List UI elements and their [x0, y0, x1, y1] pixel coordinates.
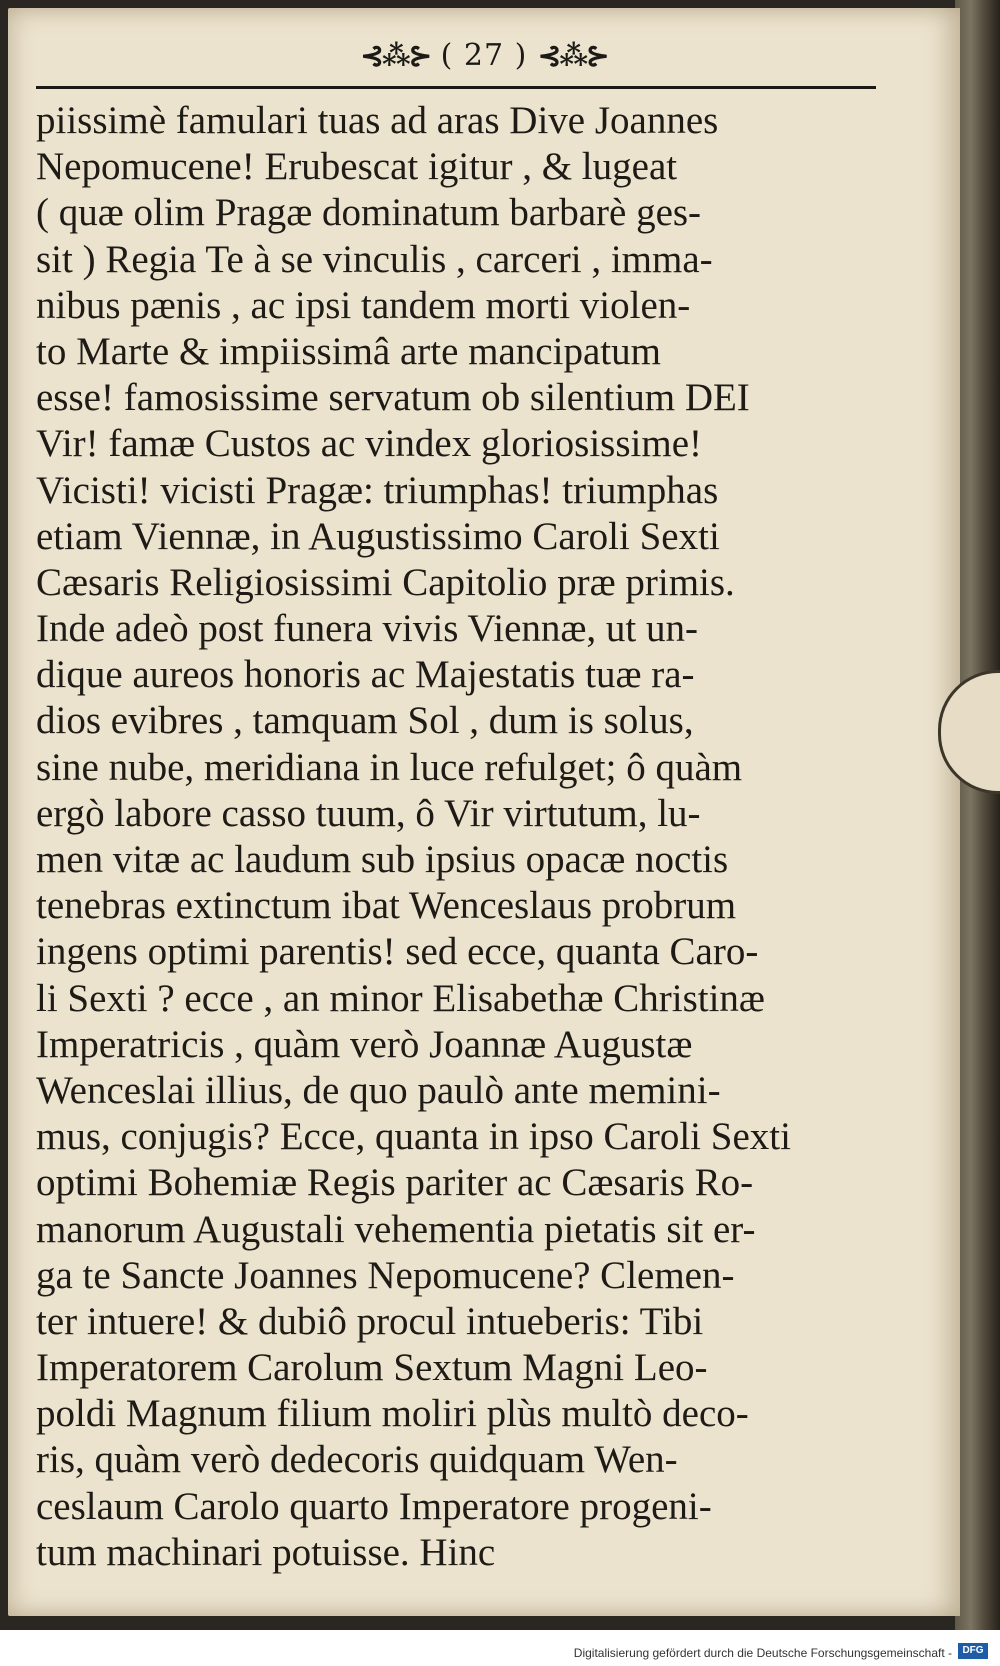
ornament-left: ⊰⁂⊱: [360, 39, 431, 72]
text-line: esse! famosissime servatum ob silentium DEI: [36, 376, 750, 420]
text-line: to Marte & impiissimâ arte mancipatum: [36, 329, 661, 373]
text-line: tenebras extinctum ibat Wenceslaus probrum: [36, 884, 737, 928]
text-line: sit ) Regia Te à se vinculis , carceri , imma-: [36, 237, 713, 281]
text-line: sine nube, meridiana in luce refulget; ô quàm: [36, 745, 743, 789]
text-line: optimi Bohemiæ Regis pariter ac Cæsaris Ro-: [36, 1161, 754, 1205]
text-line: men vitæ ac laudum sub ipsius opacæ noctis: [36, 838, 729, 881]
text-line: Inde adeò post funera vivis Viennæ, ut un-: [36, 607, 698, 651]
text-line: ( quæ olim Pragæ dominatum barbarè ges-: [36, 191, 702, 235]
text-line: ergò labore casso tuum, ô Vir virtutum, lu-: [36, 791, 701, 835]
text-line: poldi Magnum filium moliri plùs multò deco-: [36, 1392, 749, 1436]
text-line: piissimè famulari tuas ad aras Dive Joannes: [36, 99, 719, 142]
text-line: li Sexti ? ecce , an minor Elisabethæ Christinæ: [36, 976, 765, 1020]
text-line: dique aureos honoris ac Majestatis tuæ ra-: [36, 653, 695, 697]
text-line: Imperatricis , quàm verò Joannæ Augustæ: [36, 1022, 693, 1066]
text-line: ris, quàm verò dedecoris quidquam Wen-: [36, 1438, 678, 1482]
book-page: [8, 8, 960, 1616]
header-line: [361, 38, 608, 73]
text-line: ter intuere! & dubiô procul intueberis: Tibi: [36, 1299, 704, 1343]
ornament-right: ⊰⁂⊱: [537, 39, 608, 72]
text-line: ceslaum Carolo quarto Imperatore progeni-: [36, 1484, 712, 1528]
page-number: ( 27 ): [440, 38, 528, 73]
text-line: Cæsaris Religiosissimi Capitolio præ primis.: [36, 560, 735, 604]
dfg-logo: DFG: [958, 1643, 988, 1659]
text-line: Vir! famæ Custos ac vindex gloriosissime!: [36, 422, 702, 466]
text-line: nibus pænis , ac ipsi tandem morti violen-: [36, 283, 691, 327]
text-line: etiam Viennæ, in Augustissimo Caroli Sexti: [36, 514, 720, 558]
text-line: ingens optimi parentis! sed ecce, quanta Caro-: [36, 930, 759, 974]
text-line: manorum Augustali vehementia pietatis sit er-: [36, 1207, 756, 1251]
text-line: Wenceslai illius, de quo paulò ante memini-: [36, 1068, 721, 1112]
text-line: Nepomucene! Erubescat igitur , & lugeat: [36, 145, 678, 189]
text-line: Imperatorem Carolum Sextum Magni Leo-: [36, 1346, 708, 1390]
text-line: Vicisti! vicisti Pragæ: triumphas! triumphas: [36, 468, 719, 512]
header-rule: [36, 86, 876, 89]
body-text: [36, 98, 881, 1576]
text-line: tum machinari potuisse. Hinc: [36, 1530, 496, 1574]
text-line: ga te Sancte Joannes Nepomucene? Clemen-: [36, 1253, 735, 1297]
digitization-credit: Digitalisierung gefördert durch die Deutsche Forschungsgemeinschaft -: [573, 1646, 952, 1660]
book-edge: [955, 0, 1000, 1630]
text-line: mus, conjugis? Ecce, quanta in ipso Caroli Sexti: [36, 1115, 791, 1159]
page-header: [8, 38, 960, 78]
text-line: dios evibres , tamquam Sol , dum is solus,: [36, 699, 694, 743]
